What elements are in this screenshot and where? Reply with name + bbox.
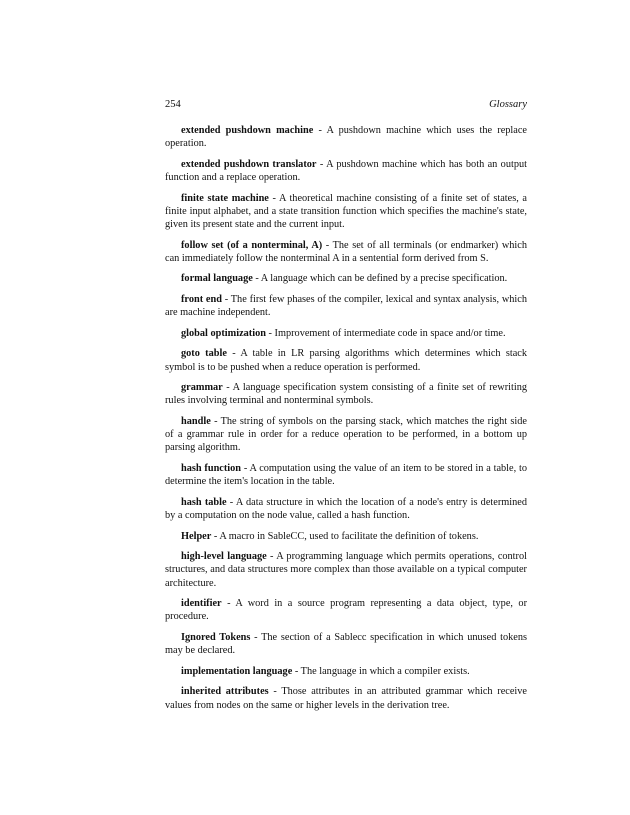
glossary-term: Ignored Tokens: [181, 631, 251, 643]
glossary-entry: [165, 327, 527, 340]
glossary-term: Helper: [181, 530, 212, 542]
glossary-term: grammar: [181, 382, 223, 394]
glossary-entry: [165, 597, 527, 623]
glossary-term: front end: [181, 293, 222, 305]
glossary-entry: [165, 530, 527, 543]
glossary-term: global optimization: [181, 327, 266, 339]
glossary-definition: - Improvement of intermediate code in space and/or time.: [265, 327, 506, 339]
page-number: 254: [165, 99, 181, 110]
glossary-entry: [165, 665, 527, 678]
glossary-entry: [165, 631, 527, 657]
glossary-entry: [165, 293, 527, 319]
glossary-entry: [165, 415, 527, 455]
glossary-definition: - The set of all terminals (or endmarker) which can immediately follow the nonterminal A in a sentential form derived from S.: [165, 239, 527, 264]
glossary-term: extended pushdown translator: [181, 158, 317, 170]
glossary-definition: - A macro in SableCC, used to facilitate the definition of tokens.: [211, 530, 479, 542]
glossary-definition: - A programming language which permits operations, control structures, and data structures more complex than those available on a typical computer architecture.: [165, 551, 527, 589]
glossary-definition: - A data structure in which the location of a node's entry is determined by a computation on the node value, called a hash function.: [165, 496, 527, 521]
glossary-term: hash function: [181, 462, 242, 474]
glossary-entry: [165, 381, 527, 407]
glossary-term: inherited attributes: [181, 686, 269, 698]
glossary-entry: [165, 272, 527, 285]
glossary-term: high-level language: [181, 551, 267, 563]
glossary-definition: - A theoretical machine consisting of a finite set of states, a finite input alphabet, and a state transition function which specifies the machine's state, given its present state and the current input.: [165, 192, 527, 230]
glossary-entry: [165, 347, 527, 373]
glossary-entry: [165, 496, 527, 522]
glossary-definition: - A language specification system consisting of a finite set of rewriting rules involving terminal and nonterminal symbols.: [165, 382, 527, 407]
glossary-definition: - A pushdown machine which uses the replace operation.: [165, 125, 527, 150]
glossary-entry: [165, 239, 527, 265]
glossary-term: goto table: [181, 348, 227, 360]
glossary-entry: [165, 124, 527, 150]
glossary-definition: - A table in LR parsing algorithms which determines which stack symbol is to be pushed when a reduce operation is performed.: [165, 348, 527, 373]
glossary-definition: - A computation using the value of an item to be stored in a table, to determine the item's location in the table.: [165, 462, 527, 488]
glossary-definition: - A pushdown machine which has both an output function and a replace operation.: [165, 158, 527, 183]
glossary-definition: - A word in a source program representing a data object, type, or procedure.: [165, 598, 527, 623]
glossary-term: formal language: [181, 273, 253, 285]
glossary-entry: [165, 685, 527, 711]
glossary-term: hash table: [181, 496, 227, 508]
glossary-term: extended pushdown machine: [181, 125, 314, 136]
glossary-entry: [165, 550, 527, 590]
glossary-definition: - The section of a Sablecc specification in which unused tokens may be declared.: [165, 631, 527, 657]
glossary-definition: - A language which can be defined by a precise specification.: [252, 273, 508, 285]
glossary-definition: - The first few phases of the compiler, lexical and syntax analysis, which are machine independent.: [165, 293, 527, 319]
glossary-term: implementation language: [181, 665, 293, 677]
section-title: Glossary: [489, 99, 527, 110]
glossary-term: finite state machine: [181, 192, 269, 204]
glossary-entry: [165, 158, 527, 184]
glossary-entry: [165, 192, 527, 232]
glossary-term: identifier: [181, 598, 222, 610]
glossary-entry: [165, 462, 527, 488]
glossary-term: follow set (of a nonterminal, A): [181, 239, 323, 251]
glossary-definition: - The language in which a compiler exists.: [292, 665, 470, 677]
glossary-definition: - Those attributes in an attributed grammar which receive values from nodes on the same or higher levels in the derivation tree.: [165, 686, 527, 711]
running-head: [165, 99, 527, 110]
glossary-entries: [165, 124, 527, 719]
glossary-term: handle: [181, 415, 211, 427]
glossary-definition: - The string of symbols on the parsing stack, which matches the right side of a grammar rule in order for a reduce operation to be performed, in a bottom up parsing algorithm.: [165, 415, 527, 454]
